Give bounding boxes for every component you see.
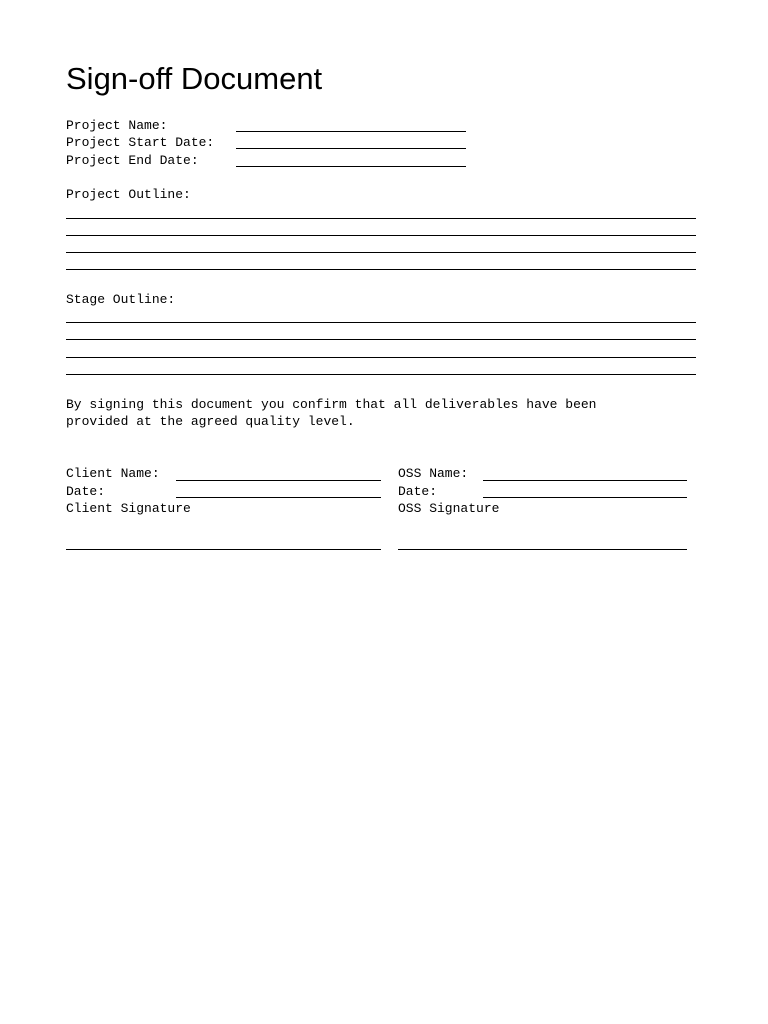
project-outline-line[interactable] [66, 218, 696, 219]
confirmation-text-line-1: By signing this document you confirm that all deliverables have been [66, 397, 597, 412]
page-title: Sign-off Document [66, 61, 323, 96]
client-name-field[interactable] [176, 480, 381, 481]
project-end-date-field[interactable] [236, 166, 466, 167]
stage-outline-label: Stage Outline: [66, 292, 176, 307]
project-start-date-field[interactable] [236, 148, 466, 149]
project-start-date-label: Project Start Date: [66, 135, 215, 150]
project-outline-line[interactable] [66, 235, 696, 236]
client-signature-field[interactable] [66, 549, 381, 550]
oss-name-field[interactable] [483, 480, 687, 481]
project-outline-label: Project Outline: [66, 187, 191, 202]
oss-signature-field[interactable] [398, 549, 687, 550]
oss-date-label: Date: [398, 484, 438, 499]
client-signature-label: Client Signature [66, 501, 191, 516]
project-name-label: Project Name: [66, 118, 168, 133]
stage-outline-line[interactable] [66, 357, 696, 358]
client-date-field[interactable] [176, 497, 381, 498]
confirmation-text-line-2: provided at the agreed quality level. [66, 414, 355, 429]
oss-signature-label: OSS Signature [398, 501, 500, 516]
project-outline-line[interactable] [66, 269, 696, 270]
client-name-label: Client Name: [66, 466, 160, 481]
client-date-label: Date: [66, 484, 106, 499]
oss-date-field[interactable] [483, 497, 687, 498]
stage-outline-line[interactable] [66, 322, 696, 323]
project-outline-line[interactable] [66, 252, 696, 253]
oss-name-label: OSS Name: [398, 466, 469, 481]
stage-outline-line[interactable] [66, 374, 696, 375]
project-end-date-label: Project End Date: [66, 153, 199, 168]
stage-outline-line[interactable] [66, 339, 696, 340]
project-name-field[interactable] [236, 131, 466, 132]
